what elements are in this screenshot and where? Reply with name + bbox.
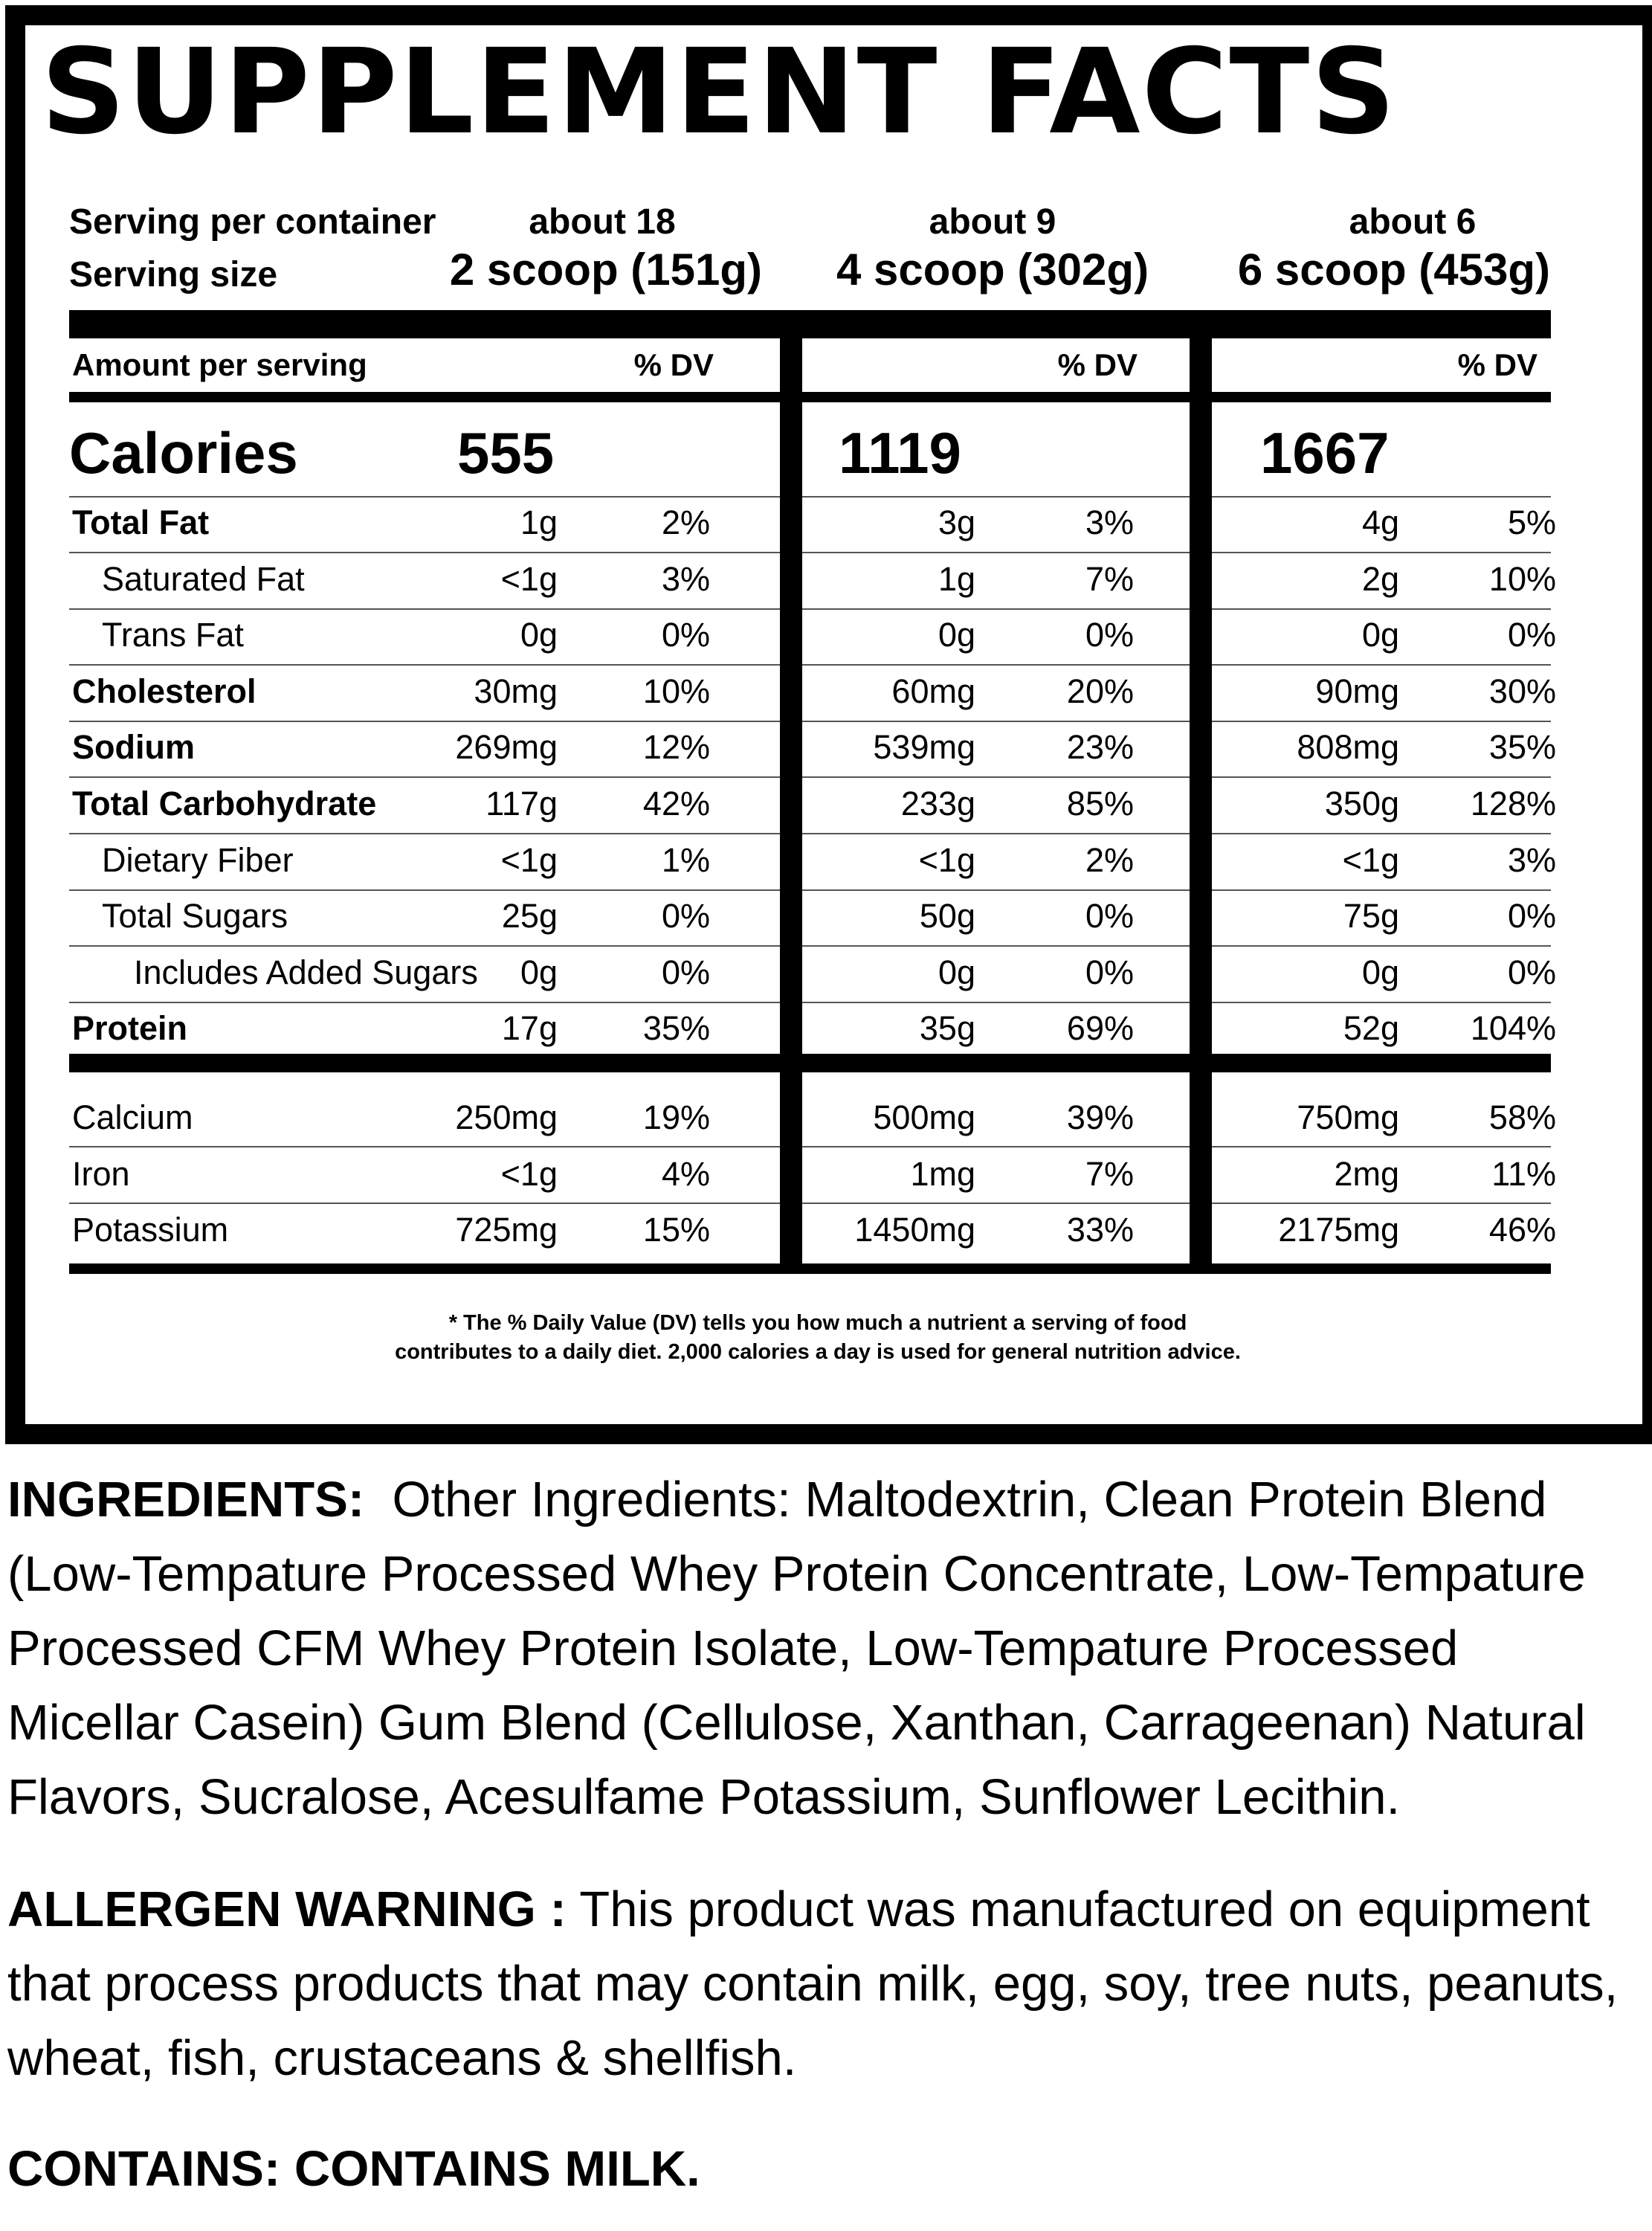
col3-daily-value: 104% [1470, 1009, 1556, 1047]
row-divider [802, 608, 1190, 610]
col1-daily-value: 42% [642, 785, 710, 822]
col2-daily-value: 3% [1085, 503, 1134, 541]
row-divider [1212, 776, 1551, 778]
allergen-text: This product was manufactured on equipment that process products that may contain milk, egg, soy, tree nuts, peanuts, wheat, fish, crustaceans & shellfish. [7, 1881, 1619, 2086]
col1-daily-value: 12% [642, 728, 710, 766]
col3-daily-value: 0% [1507, 953, 1556, 991]
col3-servings: about 6 [1349, 202, 1477, 242]
row-divider [69, 1002, 780, 1003]
col2-daily-value: 7% [1085, 1155, 1134, 1193]
col3-amount: 2175mg [1278, 1211, 1399, 1249]
amount-per-serving-label: Amount per serving [72, 347, 367, 382]
col1-amount: 25g [501, 897, 558, 935]
col2-daily-value: 7% [1085, 560, 1134, 598]
serving-size-label: Serving size [69, 255, 278, 294]
col1-daily-value: 0% [661, 616, 710, 654]
allergen-label: ALLERGEN WARNING : [7, 1881, 567, 1937]
col1-servings: about 18 [529, 202, 676, 242]
col2-servings: about 9 [929, 202, 1056, 242]
col2-amount: 1g [938, 560, 975, 598]
col1-amount: 30mg [474, 672, 558, 710]
col2-daily-value: 0% [1085, 953, 1134, 991]
col3-amount: 75g [1343, 897, 1399, 935]
nutrient-name: Protein [72, 1009, 188, 1047]
col2-dv-header: % DV [1057, 347, 1138, 382]
col3-daily-value: 30% [1488, 672, 1556, 710]
contains-statement [7, 2132, 1643, 2206]
col1-serving-size: 2 scoop (151g) [449, 245, 762, 294]
col2-amount: 3g [938, 503, 975, 541]
row-divider [802, 1146, 1190, 1147]
col2-amount: 233g [900, 785, 975, 822]
servings-per-container-label: Serving per container [69, 202, 436, 242]
row-divider [802, 721, 1190, 722]
col3-amount: 52g [1343, 1009, 1399, 1047]
nutrient-name: Potassium [72, 1211, 229, 1249]
col2-daily-value: 39% [1066, 1098, 1134, 1136]
nutrient-name: Trans Fat [102, 616, 244, 654]
col3-amount: <1g [1342, 841, 1399, 879]
col3-daily-value: 5% [1507, 503, 1556, 541]
col1-daily-value: 19% [642, 1098, 710, 1136]
row-divider [802, 496, 1190, 498]
footnote-line-2: contributes to a daily diet. 2,000 calories a day is used for general nutrition advice. [395, 1340, 1241, 1365]
col3-amount: 750mg [1297, 1098, 1399, 1136]
row-divider [1212, 945, 1551, 947]
footnote-line-1: * The % Daily Value (DV) tells you how much a nutrient a serving of food [448, 1311, 1187, 1335]
col2-amount: 500mg [873, 1098, 975, 1136]
col3-daily-value: 128% [1470, 785, 1556, 822]
contains-text: CONTAINS MILK. [294, 2141, 700, 2197]
row-divider [802, 833, 1190, 834]
row-divider [802, 776, 1190, 778]
nutrient-name: Saturated Fat [102, 560, 305, 598]
row-divider [802, 1203, 1190, 1204]
col2-amount: 0g [938, 953, 975, 991]
col2-daily-value: 0% [1085, 616, 1134, 654]
row-divider [69, 664, 780, 666]
col2-amount: 1mg [910, 1155, 975, 1193]
col1-amount: 117g [485, 785, 558, 822]
col3-amount: 2mg [1334, 1155, 1399, 1193]
row-divider [69, 552, 780, 553]
col3-amount: 350g [1324, 785, 1399, 822]
nutrient-name: Iron [72, 1155, 130, 1193]
bottom-rule [69, 1263, 1551, 1274]
calories-label: Calories [69, 420, 298, 486]
col1-daily-value: 35% [642, 1009, 710, 1047]
col3-daily-value: 3% [1507, 841, 1556, 879]
col2-amount: 35g [919, 1009, 975, 1047]
ingredients-label: INGREDIENTS: [7, 1472, 365, 1527]
row-divider [1212, 664, 1551, 666]
col1-dv-header: % DV [633, 347, 714, 382]
col3-serving-size: 6 scoop (453g) [1237, 245, 1550, 294]
col1-amount: 0g [520, 616, 558, 654]
col2-daily-value: 20% [1066, 672, 1134, 710]
row-divider [69, 833, 780, 834]
col1-amount: <1g [500, 1155, 558, 1193]
nutrient-name: Total Sugars [102, 897, 288, 935]
col2-serving-size: 4 scoop (302g) [836, 245, 1149, 294]
col1-daily-value: 0% [661, 953, 710, 991]
col2-amount: 0g [938, 616, 975, 654]
panel-title: SUPPLEMENT FACTS [41, 24, 1398, 161]
row-divider [69, 889, 780, 891]
col1-amount: <1g [500, 841, 558, 879]
nutrient-name: Total Carbohydrate [72, 785, 377, 822]
col2-amount: <1g [918, 841, 975, 879]
col3-amount: 0g [1361, 616, 1399, 654]
col1-daily-value: 3% [661, 560, 710, 598]
row-divider [1212, 1203, 1551, 1204]
row-divider [1212, 833, 1551, 834]
col2-daily-value: 0% [1085, 897, 1134, 935]
col3-calories: 1667 [1260, 420, 1390, 486]
ingredients-text: Other Ingredients: Maltodextrin, Clean Protein Blend (Low-Tempature Processed Whey Protein Concentrate, Low-Tempature Processed CFM Whey Protein Isolate, Low-Tempature Processed Micellar Casein) Gum Blend (Cellulose, Xanthan, Carrageenan) Natural Flavors, Sucralose, Acesulfame Potassium, Sunflower Lecithin. [7, 1472, 1586, 1825]
allergen-warning [7, 1873, 1643, 2096]
col1-amount: <1g [500, 560, 558, 598]
col2-amount: 50g [919, 897, 975, 935]
row-divider [1212, 552, 1551, 553]
col3-amount: 0g [1361, 953, 1399, 991]
minerals-rule [69, 1054, 1551, 1072]
col3-dv-header: % DV [1457, 347, 1538, 382]
row-divider [69, 1203, 780, 1204]
col2-daily-value: 69% [1066, 1009, 1134, 1047]
col3-daily-value: 46% [1488, 1211, 1556, 1249]
col1-daily-value: 1% [661, 841, 710, 879]
daily-value-footnote [208, 1309, 1427, 1367]
col1-amount: 250mg [455, 1098, 558, 1136]
col2-daily-value: 85% [1066, 785, 1134, 822]
col1-daily-value: 10% [642, 672, 710, 710]
nutrient-name: Sodium [72, 728, 195, 766]
row-divider [69, 721, 780, 722]
col1-amount: 17g [501, 1009, 558, 1047]
col1-amount: 1g [520, 503, 558, 541]
row-divider [1212, 496, 1551, 498]
row-divider [69, 608, 780, 610]
row-divider [802, 945, 1190, 947]
col2-daily-value: 33% [1066, 1211, 1134, 1249]
nutrient-name: Dietary Fiber [102, 841, 294, 879]
row-divider [1212, 1146, 1551, 1147]
col1-amount: 0g [520, 953, 558, 991]
col2-amount: 1450mg [854, 1211, 975, 1249]
row-divider [802, 889, 1190, 891]
row-divider [69, 496, 780, 498]
col3-amount: 808mg [1297, 728, 1399, 766]
col2-amount: 60mg [891, 672, 975, 710]
row-divider [802, 552, 1190, 553]
col3-daily-value: 35% [1488, 728, 1556, 766]
col3-daily-value: 58% [1488, 1098, 1556, 1136]
col3-daily-value: 10% [1488, 560, 1556, 598]
col3-daily-value: 11% [1491, 1155, 1556, 1193]
row-divider [1212, 721, 1551, 722]
col2-daily-value: 23% [1066, 728, 1134, 766]
col1-daily-value: 0% [661, 897, 710, 935]
contains-label: CONTAINS: [7, 2141, 281, 2197]
row-divider [69, 1146, 780, 1147]
nutrient-name: Total Fat [72, 503, 210, 541]
row-divider [1212, 608, 1551, 610]
nutrient-name: Cholesterol [72, 672, 256, 710]
col2-amount: 539mg [873, 728, 975, 766]
calories-rule [69, 392, 1551, 402]
col1-daily-value: 2% [661, 503, 710, 541]
col3-amount: 2g [1361, 560, 1399, 598]
top-heavy-rule [69, 310, 1551, 338]
col3-daily-value: 0% [1507, 616, 1556, 654]
col2-calories: 1119 [839, 420, 961, 486]
row-divider [802, 664, 1190, 666]
col2-daily-value: 2% [1085, 841, 1134, 879]
col3-daily-value: 0% [1507, 897, 1556, 935]
col3-amount: 4g [1361, 503, 1399, 541]
row-divider [69, 776, 780, 778]
row-divider [69, 945, 780, 947]
col3-amount: 90mg [1315, 672, 1399, 710]
ingredients-statement [7, 1463, 1643, 1835]
nutrient-name: Includes Added Sugars [134, 953, 478, 991]
col1-amount: 725mg [455, 1211, 558, 1249]
row-divider [1212, 889, 1551, 891]
col1-calories: 555 [457, 420, 555, 486]
row-divider [1212, 1002, 1551, 1003]
col1-daily-value: 15% [642, 1211, 710, 1249]
nutrient-name: Calcium [72, 1098, 193, 1136]
row-divider [802, 1002, 1190, 1003]
col1-daily-value: 4% [661, 1155, 710, 1193]
col1-amount: 269mg [455, 728, 558, 766]
